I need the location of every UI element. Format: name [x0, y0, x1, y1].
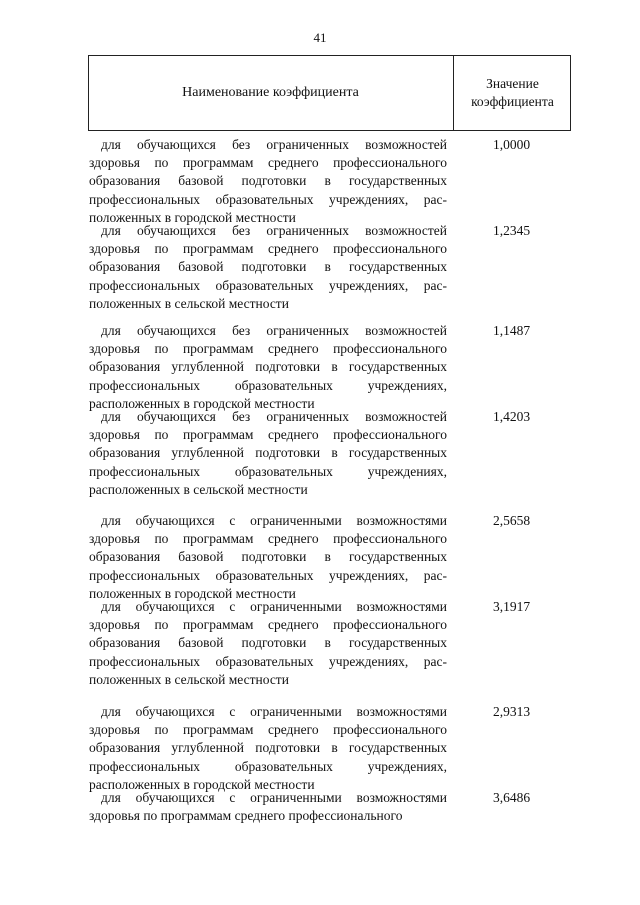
table-row [89, 408, 571, 499]
table-row [89, 512, 571, 603]
table-row [89, 598, 571, 689]
row-value: 1,4203 [492, 409, 531, 424]
page-number: 41 [313, 30, 327, 45]
row-value: 2,5658 [492, 513, 531, 528]
row-description: для обучающихся с ограниченными возможностями здоровья по программам среднего профессионального образования углубленной подготовки в государственных профессиональных образовательных учреждениях, расположенных в городской местности [89, 704, 447, 792]
table-row [89, 789, 571, 825]
row-value: 3,6486 [492, 790, 531, 805]
column-header-value-line1: Значение [486, 76, 539, 91]
row-description: для обучающихся с ограниченными возможностями здоровья по программам среднего профессионального образования базовой подготовки в государственных профессиональных образовательных учреждениях, расположенных в сельской местности [89, 599, 447, 687]
column-header-value-line2: коэффициента [471, 94, 554, 109]
row-description: для обучающихся с ограниченными возможностями здоровья по программам среднего профессионального образования базовой подготовки в государственных профессиональных образовательных учреждениях, расположенных в городской местности [89, 513, 447, 601]
row-value: 1,2345 [492, 223, 531, 238]
table-row [89, 322, 571, 413]
row-description: для обучающихся без ограниченных возможностей здоровья по программам среднего профессионального образования углубленной подготовки в государственных профессиональных образовательных учреждениях, расположенных в городской местности [89, 323, 447, 411]
column-header-name: Наименование коэффициента [182, 85, 359, 100]
row-value: 2,9313 [492, 704, 531, 719]
row-description: для обучающихся без ограниченных возможностей здоровья по программам среднего профессионального образования базовой подготовки в государственных профессиональных образовательных учреждениях, расположенных в сельской местности [89, 223, 447, 311]
table-row [89, 703, 571, 794]
table-row [89, 222, 571, 313]
row-description: для обучающихся без ограниченных возможностей здоровья по программам среднего профессионального образования базовой подготовки в государственных профессиональных образовательных учреждениях, расположенных в городской местности [89, 137, 447, 225]
row-description: для обучающихся без ограниченных возможностей здоровья по программам среднего профессионального образования углубленной подготовки в государственных профессиональных образовательных учреждениях, расположенных в сельской местности [89, 409, 447, 497]
row-value: 1,1487 [492, 323, 531, 338]
table-row [89, 136, 571, 227]
row-value: 3,1917 [492, 599, 531, 614]
row-description: для обучающихся с ограниченными возможностями здоровья по программам среднего профессионального [89, 790, 447, 824]
row-value: 1,0000 [492, 137, 531, 152]
column-header-value [454, 55, 571, 131]
